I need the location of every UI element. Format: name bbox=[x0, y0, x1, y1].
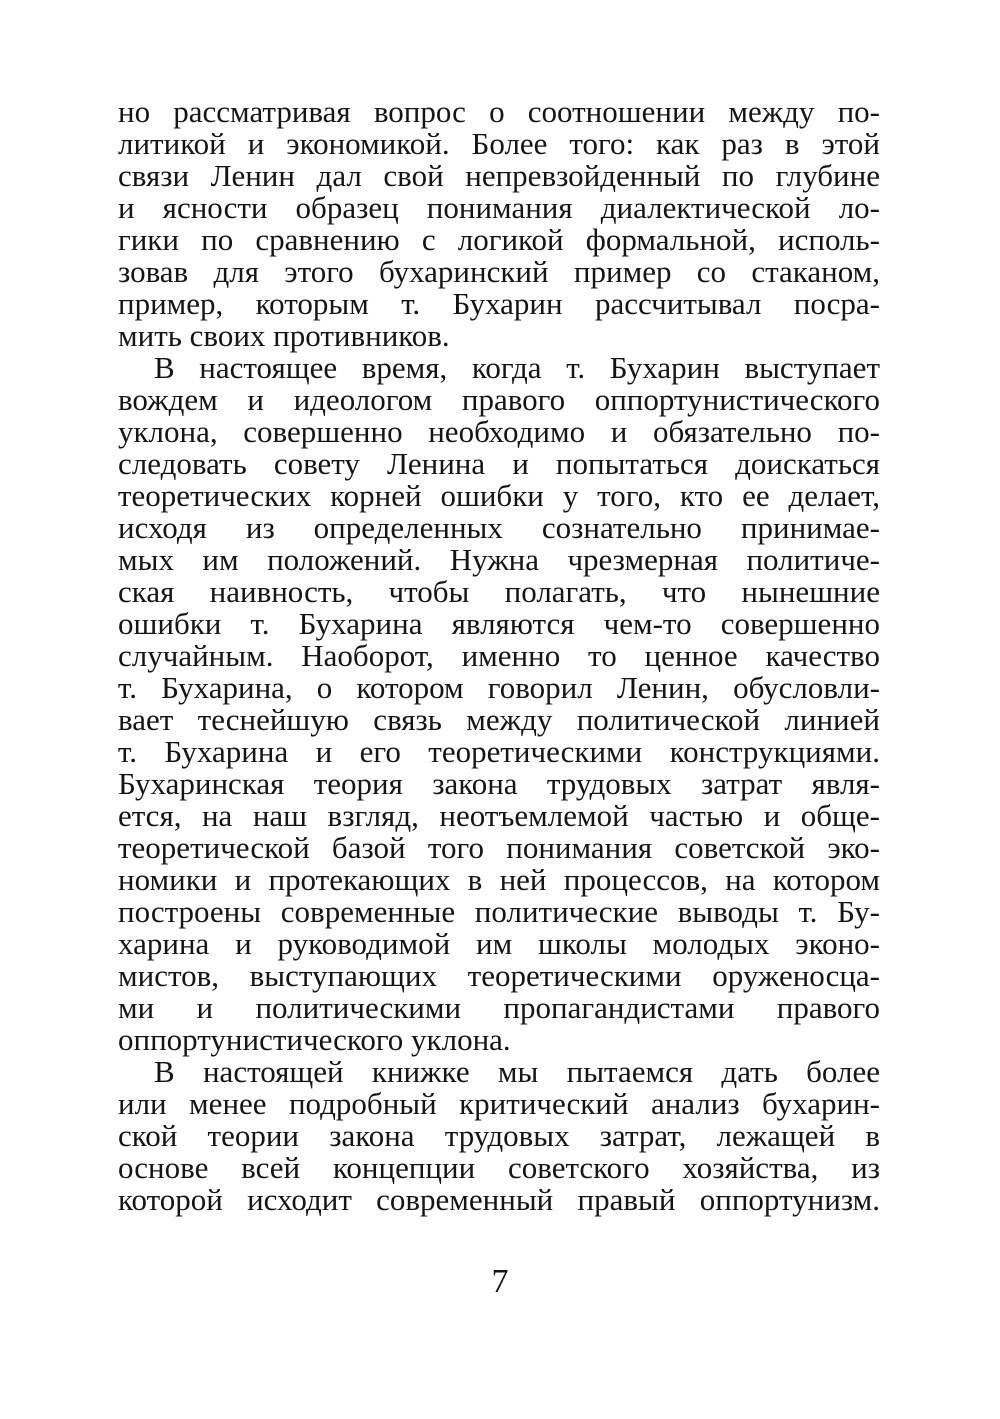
text-line: мистов, выступающих теоретическими оруженосца- bbox=[118, 958, 880, 993]
text-line: литикой и экономикой. Более того: как раз в этой bbox=[118, 126, 880, 161]
text-line: следовать совету Ленина и попытаться доискаться bbox=[118, 446, 880, 481]
text-line: вождем и идеологом правого оппортунистического bbox=[118, 382, 880, 417]
text-line: случайным. Наоборот, именно то ценное качество bbox=[118, 638, 880, 673]
text-line: В настоящее время, когда т. Бухарин выступает bbox=[154, 350, 880, 385]
text-line: оппортунистического уклона. bbox=[118, 1022, 511, 1057]
paragraph-2 bbox=[118, 352, 880, 1056]
text-line: ошибки т. Бухарина являются чем-то совершенно bbox=[118, 606, 880, 641]
text-line: но рассматривая вопрос о соотношении между по- bbox=[118, 94, 880, 129]
page-number: 7 bbox=[491, 1263, 509, 1300]
body-text bbox=[118, 96, 880, 1216]
text-line: и ясности образец понимания диалектической ло- bbox=[118, 190, 880, 225]
text-line: мить своих противников. bbox=[118, 318, 450, 353]
text-line: ской теории закона трудовых затрат, лежащей в bbox=[118, 1118, 880, 1153]
text-line: теоретических корней ошибки у того, кто ее делает, bbox=[118, 478, 880, 513]
text-line: уклона, совершенно необходимо и обязательно по- bbox=[118, 414, 880, 449]
text-line: Бухаринская теория закона трудовых затрат явля- bbox=[118, 766, 880, 801]
text-line: построены современные политические выводы т. Бу- bbox=[118, 894, 880, 929]
text-line: ская наивность, чтобы полагать, что нынешние bbox=[118, 574, 880, 609]
paragraph-1 bbox=[118, 96, 880, 352]
paragraph-3 bbox=[118, 1056, 880, 1216]
text-line: ется, на наш взгляд, неотъемлемой частью и обще- bbox=[118, 798, 880, 833]
text-line: харина и руководимой им школы молодых эконо- bbox=[118, 926, 880, 961]
text-line: которой исходит современный правый оппортунизм. bbox=[118, 1182, 880, 1217]
text-line: ми и политическими пропагандистами правого bbox=[118, 990, 880, 1025]
text-line: исходя из определенных сознательно принимае- bbox=[118, 510, 880, 545]
text-line: вает теснейшую связь между политической линией bbox=[118, 702, 880, 737]
text-line: т. Бухарина и его теоретическими конструкциями. bbox=[118, 734, 880, 769]
text-line: пример, которым т. Бухарин рассчитывал посра- bbox=[118, 286, 880, 321]
text-line: гики по сравнению с логикой формальной, исполь- bbox=[118, 222, 880, 257]
text-line: т. Бухарина, о котором говорил Ленин, обусловли- bbox=[118, 670, 880, 705]
text-line: мых им положений. Нужна чрезмерная политиче- bbox=[118, 542, 880, 577]
text-line: или менее подробный критический анализ бухарин- bbox=[118, 1086, 880, 1121]
text-line: основе всей концепции советского хозяйства, из bbox=[118, 1150, 880, 1185]
text-line: связи Ленин дал свой непревзойденный по глубине bbox=[118, 158, 880, 193]
text-line: В настоящей книжке мы пытаемся дать более bbox=[154, 1054, 880, 1089]
text-line: номики и протекающих в ней процессов, на котором bbox=[118, 862, 880, 897]
text-line: зовав для этого бухаринский пример со стаканом, bbox=[118, 254, 880, 289]
text-line: теоретической базой того понимания советской эко- bbox=[118, 830, 880, 865]
